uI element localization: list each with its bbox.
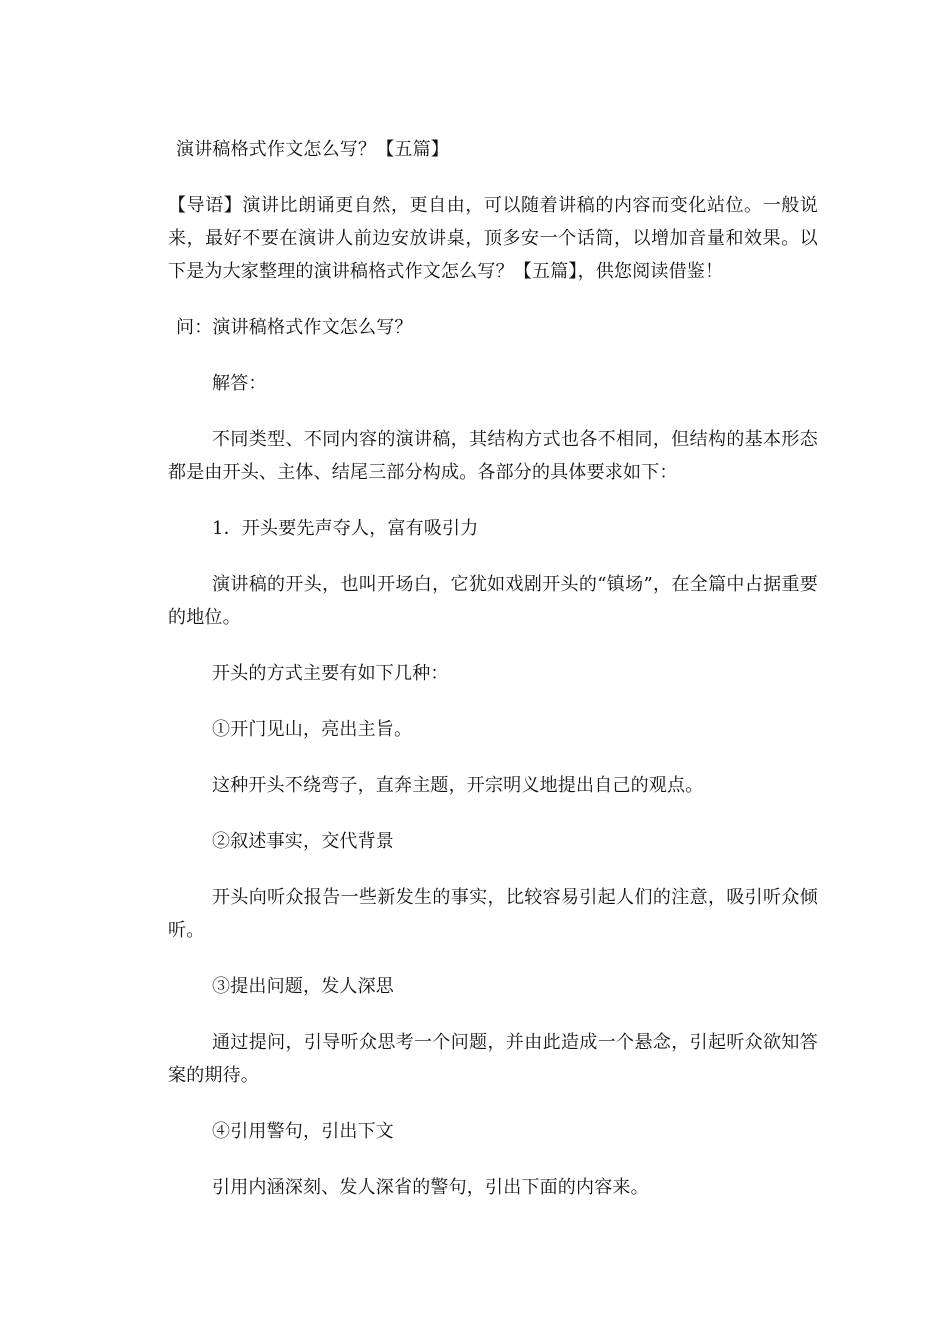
document-title: 演讲稿格式作文怎么写？【五篇】	[176, 139, 449, 160]
list-item-heading: ①开门见山，亮出主旨。	[212, 719, 413, 740]
body-paragraph: 引用内涵深刻、发人深省的警句，引出下面的内容来。	[212, 1177, 649, 1198]
list-item-heading: ④引用警句，引出下文	[212, 1121, 394, 1142]
intro-paragraph: 【导语】演讲比朗诵更自然，更自由，可以随着讲稿的内容而变化站位。一般说来，最好不要在演讲人前边安放讲桌，顶多安一个话筒，以增加音量和效果。以下是为大家整理的演讲稿格式作文怎么写？【五篇】，供您阅读借鉴！	[168, 195, 818, 282]
answer-label: 解答：	[212, 373, 267, 394]
section-heading: 1．开头要先声夺人，富有吸引力	[212, 518, 479, 539]
document-body	[168, 133, 818, 1227]
body-paragraph: 不同类型、不同内容的演讲稿，其结构方式也各不相同，但结构的基本形态都是由开头、主体、结尾三部分构成。各部分的具体要求如下：	[168, 429, 818, 483]
body-paragraph: 开头的方式主要有如下几种：	[212, 663, 449, 684]
question-line: 问：演讲稿格式作文怎么写？	[176, 317, 413, 338]
body-paragraph: 通过提问，引导听众思考一个问题，并由此造成一个悬念，引起听众欲知答案的期待。	[168, 1032, 818, 1086]
body-paragraph: 开头向听众报告一些新发生的事实，比较容易引起人们的注意，吸引听众倾听。	[168, 887, 818, 941]
body-paragraph: 这种开头不绕弯子，直奔主题，开宗明义地提出自己的观点。	[212, 775, 704, 796]
body-paragraph: 演讲稿的开头，也叫开场白，它犹如戏剧开头的“镇场”，在全篇中占据重要的地位。	[168, 574, 818, 628]
list-item-heading: ③提出问题，发人深思	[212, 976, 394, 997]
list-item-heading: ②叙述事实，交代背景	[212, 831, 394, 852]
